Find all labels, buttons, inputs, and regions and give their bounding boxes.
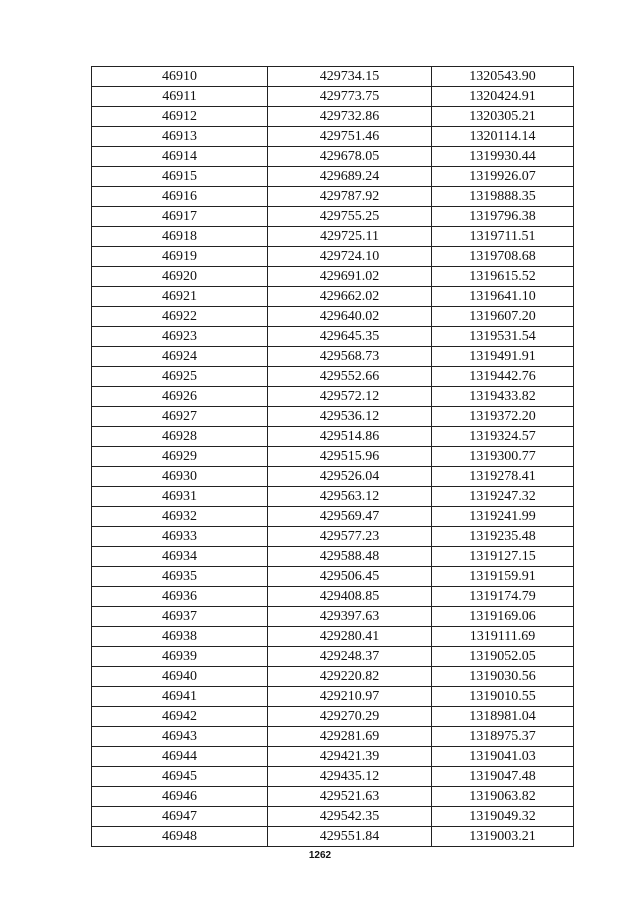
point-id-cell: 46933 bbox=[92, 527, 268, 547]
point-id-cell: 46940 bbox=[92, 667, 268, 687]
x-coordinate-cell: 429773.75 bbox=[268, 87, 432, 107]
point-id-cell: 46924 bbox=[92, 347, 268, 367]
table-row bbox=[92, 167, 574, 187]
y-coordinate-cell: 1319278.41 bbox=[432, 467, 574, 487]
y-coordinate-cell: 1319641.10 bbox=[432, 287, 574, 307]
y-coordinate-cell: 1319888.35 bbox=[432, 187, 574, 207]
y-coordinate-cell: 1319247.32 bbox=[432, 487, 574, 507]
y-coordinate-cell: 1319041.03 bbox=[432, 747, 574, 767]
x-coordinate-cell: 429397.63 bbox=[268, 607, 432, 627]
point-id-cell: 46911 bbox=[92, 87, 268, 107]
x-coordinate-cell: 429536.12 bbox=[268, 407, 432, 427]
y-coordinate-cell: 1319010.55 bbox=[432, 687, 574, 707]
x-coordinate-cell: 429725.11 bbox=[268, 227, 432, 247]
y-coordinate-cell: 1319300.77 bbox=[432, 447, 574, 467]
table-row bbox=[92, 327, 574, 347]
table-row bbox=[92, 787, 574, 807]
point-id-cell: 46920 bbox=[92, 267, 268, 287]
x-coordinate-cell: 429732.86 bbox=[268, 107, 432, 127]
point-id-cell: 46921 bbox=[92, 287, 268, 307]
x-coordinate-cell: 429691.02 bbox=[268, 267, 432, 287]
table-row bbox=[92, 807, 574, 827]
y-coordinate-cell: 1319127.15 bbox=[432, 547, 574, 567]
table-row bbox=[92, 607, 574, 627]
table-row bbox=[92, 567, 574, 587]
x-coordinate-cell: 429662.02 bbox=[268, 287, 432, 307]
x-coordinate-cell: 429280.41 bbox=[268, 627, 432, 647]
table-row bbox=[92, 247, 574, 267]
table-row bbox=[92, 587, 574, 607]
page-number: 1262 bbox=[308, 850, 332, 861]
point-id-cell: 46943 bbox=[92, 727, 268, 747]
table-row bbox=[92, 387, 574, 407]
point-id-cell: 46925 bbox=[92, 367, 268, 387]
y-coordinate-cell: 1319169.06 bbox=[432, 607, 574, 627]
y-coordinate-cell: 1319926.07 bbox=[432, 167, 574, 187]
table-row bbox=[92, 507, 574, 527]
table-row bbox=[92, 827, 574, 847]
point-id-cell: 46928 bbox=[92, 427, 268, 447]
table-row bbox=[92, 647, 574, 667]
point-id-cell: 46912 bbox=[92, 107, 268, 127]
point-id-cell: 46910 bbox=[92, 67, 268, 87]
table-row bbox=[92, 767, 574, 787]
y-coordinate-cell: 1319491.91 bbox=[432, 347, 574, 367]
y-coordinate-cell: 1319047.48 bbox=[432, 767, 574, 787]
table-row bbox=[92, 747, 574, 767]
x-coordinate-cell: 429542.35 bbox=[268, 807, 432, 827]
point-id-cell: 46919 bbox=[92, 247, 268, 267]
table-row bbox=[92, 287, 574, 307]
y-coordinate-cell: 1320305.21 bbox=[432, 107, 574, 127]
table-row bbox=[92, 727, 574, 747]
y-coordinate-cell: 1319049.32 bbox=[432, 807, 574, 827]
table-row bbox=[92, 187, 574, 207]
x-coordinate-cell: 429526.04 bbox=[268, 467, 432, 487]
point-id-cell: 46914 bbox=[92, 147, 268, 167]
point-id-cell: 46948 bbox=[92, 827, 268, 847]
point-id-cell: 46946 bbox=[92, 787, 268, 807]
y-coordinate-cell: 1319433.82 bbox=[432, 387, 574, 407]
table-row bbox=[92, 67, 574, 87]
x-coordinate-cell: 429577.23 bbox=[268, 527, 432, 547]
table-row bbox=[92, 267, 574, 287]
x-coordinate-cell: 429248.37 bbox=[268, 647, 432, 667]
coordinate-table bbox=[91, 66, 574, 847]
y-coordinate-cell: 1319159.91 bbox=[432, 567, 574, 587]
x-coordinate-cell: 429568.73 bbox=[268, 347, 432, 367]
point-id-cell: 46926 bbox=[92, 387, 268, 407]
y-coordinate-cell: 1319003.21 bbox=[432, 827, 574, 847]
table-row bbox=[92, 367, 574, 387]
table-row bbox=[92, 687, 574, 707]
y-coordinate-cell: 1320424.91 bbox=[432, 87, 574, 107]
point-id-cell: 46941 bbox=[92, 687, 268, 707]
x-coordinate-cell: 429220.82 bbox=[268, 667, 432, 687]
y-coordinate-cell: 1319052.05 bbox=[432, 647, 574, 667]
point-id-cell: 46947 bbox=[92, 807, 268, 827]
coordinate-table-body bbox=[92, 67, 574, 847]
x-coordinate-cell: 429755.25 bbox=[268, 207, 432, 227]
table-row bbox=[92, 427, 574, 447]
point-id-cell: 46930 bbox=[92, 467, 268, 487]
point-id-cell: 46918 bbox=[92, 227, 268, 247]
point-id-cell: 46916 bbox=[92, 187, 268, 207]
y-coordinate-cell: 1319615.52 bbox=[432, 267, 574, 287]
table-row bbox=[92, 487, 574, 507]
point-id-cell: 46932 bbox=[92, 507, 268, 527]
y-coordinate-cell: 1319442.76 bbox=[432, 367, 574, 387]
x-coordinate-cell: 429787.92 bbox=[268, 187, 432, 207]
table-row bbox=[92, 407, 574, 427]
point-id-cell: 46938 bbox=[92, 627, 268, 647]
table-row bbox=[92, 107, 574, 127]
point-id-cell: 46917 bbox=[92, 207, 268, 227]
y-coordinate-cell: 1319241.99 bbox=[432, 507, 574, 527]
point-id-cell: 46923 bbox=[92, 327, 268, 347]
x-coordinate-cell: 429551.84 bbox=[268, 827, 432, 847]
x-coordinate-cell: 429210.97 bbox=[268, 687, 432, 707]
point-id-cell: 46936 bbox=[92, 587, 268, 607]
y-coordinate-cell: 1320543.90 bbox=[432, 67, 574, 87]
x-coordinate-cell: 429645.35 bbox=[268, 327, 432, 347]
point-id-cell: 46942 bbox=[92, 707, 268, 727]
table-row bbox=[92, 467, 574, 487]
table-row bbox=[92, 207, 574, 227]
x-coordinate-cell: 429563.12 bbox=[268, 487, 432, 507]
x-coordinate-cell: 429724.10 bbox=[268, 247, 432, 267]
y-coordinate-cell: 1319796.38 bbox=[432, 207, 574, 227]
y-coordinate-cell: 1319531.54 bbox=[432, 327, 574, 347]
y-coordinate-cell: 1319930.44 bbox=[432, 147, 574, 167]
x-coordinate-cell: 429514.86 bbox=[268, 427, 432, 447]
x-coordinate-cell: 429569.47 bbox=[268, 507, 432, 527]
point-id-cell: 46939 bbox=[92, 647, 268, 667]
point-id-cell: 46922 bbox=[92, 307, 268, 327]
y-coordinate-cell: 1319063.82 bbox=[432, 787, 574, 807]
y-coordinate-cell: 1319174.79 bbox=[432, 587, 574, 607]
point-id-cell: 46915 bbox=[92, 167, 268, 187]
point-id-cell: 46913 bbox=[92, 127, 268, 147]
table-row bbox=[92, 87, 574, 107]
point-id-cell: 46931 bbox=[92, 487, 268, 507]
y-coordinate-cell: 1320114.14 bbox=[432, 127, 574, 147]
x-coordinate-cell: 429552.66 bbox=[268, 367, 432, 387]
table-row bbox=[92, 127, 574, 147]
point-id-cell: 46929 bbox=[92, 447, 268, 467]
table-row bbox=[92, 147, 574, 167]
table-row bbox=[92, 667, 574, 687]
x-coordinate-cell: 429270.29 bbox=[268, 707, 432, 727]
point-id-cell: 46944 bbox=[92, 747, 268, 767]
point-id-cell: 46937 bbox=[92, 607, 268, 627]
table-row bbox=[92, 527, 574, 547]
table-row bbox=[92, 447, 574, 467]
table-row bbox=[92, 707, 574, 727]
table-row bbox=[92, 627, 574, 647]
table-row bbox=[92, 227, 574, 247]
y-coordinate-cell: 1319235.48 bbox=[432, 527, 574, 547]
x-coordinate-cell: 429408.85 bbox=[268, 587, 432, 607]
x-coordinate-cell: 429689.24 bbox=[268, 167, 432, 187]
point-id-cell: 46945 bbox=[92, 767, 268, 787]
x-coordinate-cell: 429435.12 bbox=[268, 767, 432, 787]
x-coordinate-cell: 429281.69 bbox=[268, 727, 432, 747]
y-coordinate-cell: 1319711.51 bbox=[432, 227, 574, 247]
x-coordinate-cell: 429521.63 bbox=[268, 787, 432, 807]
y-coordinate-cell: 1319607.20 bbox=[432, 307, 574, 327]
table-row bbox=[92, 307, 574, 327]
table-row bbox=[92, 347, 574, 367]
y-coordinate-cell: 1318975.37 bbox=[432, 727, 574, 747]
x-coordinate-cell: 429506.45 bbox=[268, 567, 432, 587]
y-coordinate-cell: 1319030.56 bbox=[432, 667, 574, 687]
y-coordinate-cell: 1319372.20 bbox=[432, 407, 574, 427]
point-id-cell: 46934 bbox=[92, 547, 268, 567]
point-id-cell: 46927 bbox=[92, 407, 268, 427]
x-coordinate-cell: 429421.39 bbox=[268, 747, 432, 767]
x-coordinate-cell: 429588.48 bbox=[268, 547, 432, 567]
x-coordinate-cell: 429515.96 bbox=[268, 447, 432, 467]
x-coordinate-cell: 429751.46 bbox=[268, 127, 432, 147]
y-coordinate-cell: 1319708.68 bbox=[432, 247, 574, 267]
y-coordinate-cell: 1318981.04 bbox=[432, 707, 574, 727]
y-coordinate-cell: 1319324.57 bbox=[432, 427, 574, 447]
x-coordinate-cell: 429734.15 bbox=[268, 67, 432, 87]
x-coordinate-cell: 429640.02 bbox=[268, 307, 432, 327]
point-id-cell: 46935 bbox=[92, 567, 268, 587]
x-coordinate-cell: 429678.05 bbox=[268, 147, 432, 167]
x-coordinate-cell: 429572.12 bbox=[268, 387, 432, 407]
y-coordinate-cell: 1319111.69 bbox=[432, 627, 574, 647]
table-row bbox=[92, 547, 574, 567]
